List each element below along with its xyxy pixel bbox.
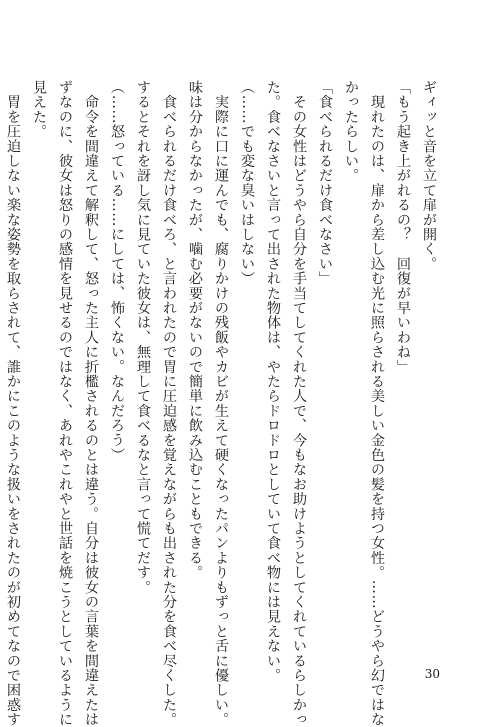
text-line: 食べられるだけ食べろ、と言われたので胃に圧迫感を覚えながらも出された分を食べ尽くした。 bbox=[161, 80, 177, 727]
text-line: 命令を間違えて解釈して、怒った主人に折檻されるのとは違う。自分は彼女の言葉を間違えたは bbox=[83, 80, 99, 727]
text-line: かったらしい。 bbox=[343, 80, 359, 183]
text-line: 「食べられるだけ食べなさい」 bbox=[317, 80, 333, 286]
text-line: た。食べなさいと言って出された物体は、やたらドロドロとしていて食べ物には見えない。 bbox=[265, 80, 281, 683]
text-line: するとそれを訝し気に見ていた彼女は、無理して食べるなと言って慌てだす。 bbox=[135, 80, 151, 595]
page-number: 30 bbox=[424, 667, 440, 681]
text-line: 見えた。 bbox=[31, 80, 47, 139]
text-line: 実際に口に運んでも、腐りかけの残飯やカビが生えて硬くなったパンよりもずっと舌に優しい。 bbox=[213, 80, 229, 727]
text-line: ギィッと音を立て扉が開く。 bbox=[421, 80, 437, 272]
text-line: 「もう起き上がれるの？ 回復が早いわね」 bbox=[395, 80, 411, 374]
text-line: ずなのに、彼女は怒りの感情を見せるのではなく、あれやこれやと世話を焼こうとしているように bbox=[57, 80, 73, 727]
text-line: 味は分からなかったが、噛む必要がないので簡単に飲み込むこともできる。 bbox=[187, 80, 203, 580]
text-line: その女性はどうやら自分を手当てしてくれた人で、今もなお助けようとしてくれているらしかっ bbox=[291, 80, 307, 727]
text-line: 現れたのは、扉から差し込む光に照らされる美しい金色の髪を持つ女性。……どうやら幻ではな bbox=[369, 80, 385, 727]
text-line: 胃を圧迫しない楽な姿勢を取らされて、誰かにこのような扱いをされたのが初めてなので困惑す bbox=[5, 80, 21, 727]
text-line: （……怒っている……にしては、怖くない。なんだろう） bbox=[109, 80, 125, 463]
text-line: （……でも変な臭いはしない） bbox=[239, 80, 255, 286]
